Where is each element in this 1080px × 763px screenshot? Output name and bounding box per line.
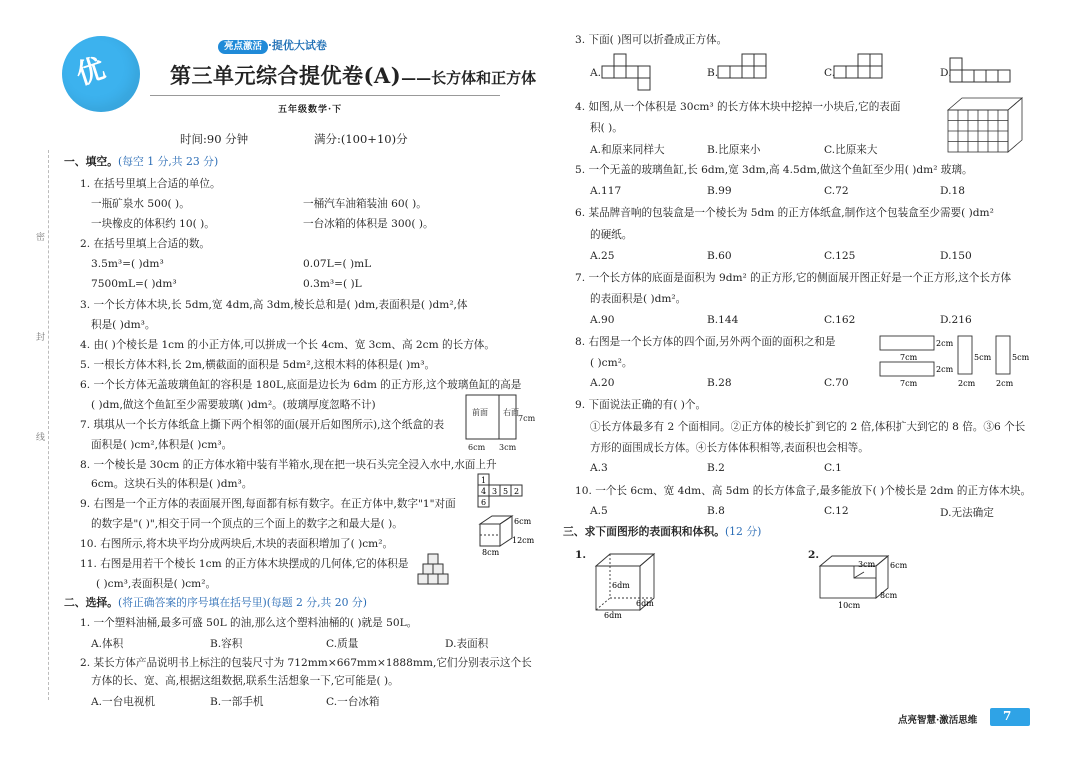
q9-digit: 2	[514, 487, 520, 496]
s1-q1d: 一台冰箱的体积是 300( )。	[303, 218, 434, 230]
q9-digit: 4	[481, 487, 487, 496]
s2-q9: 9. 下面说法正确的有( )个。	[575, 399, 707, 411]
s2-q9b: 方形的面围成长方体。④长方体体积相等,表面积也会相等。	[590, 442, 869, 454]
s1-q8b: 6cm。这块石头的体积是( )dm³。	[91, 478, 253, 490]
s2-q5-opt-b: B.99	[707, 185, 732, 197]
s2-q10-opt-b: B.8	[707, 505, 725, 517]
q9-figure	[476, 472, 536, 514]
s2-q2-opt-b: B.一部手机	[210, 696, 264, 708]
s2-q6-opt-b: B.60	[707, 250, 732, 262]
s1-q6b: ( )dm,做这个鱼缸至少需要玻璃( )dm²。(玻璃厚度忽略不计)	[91, 399, 376, 411]
s2-q5-opt-c: C.72	[824, 185, 849, 197]
s2-q10-opt-d: D.无法确定	[940, 507, 994, 519]
q8-label: 5cm	[974, 353, 992, 362]
side-label-mi: 密	[36, 233, 46, 243]
s3-fig1-label: 6dm	[612, 581, 630, 590]
section1-heading: 一、填空。(每空 1 分,共 23 分)	[64, 155, 219, 168]
s2-q1-opt-c: C.质量	[326, 638, 359, 650]
s2-q8-opt-c: C.70	[824, 377, 849, 389]
binding-line	[48, 150, 49, 700]
s1-q1c: 一块橡皮的体积约 10( )。	[91, 218, 215, 230]
q9-digit: 6	[481, 498, 487, 507]
s2-q9-opt-b: B.2	[707, 462, 725, 474]
q3-net-b	[718, 54, 782, 94]
s2-q2b: 方体的长、宽、高,根据这组数据,联系生活想象一下,它可能是( )。	[91, 675, 399, 687]
s1-q1a: 一瓶矿泉水 500( )。	[91, 198, 190, 210]
time-label: 时间:90 分钟	[180, 132, 249, 146]
side-label-feng: 封	[36, 333, 46, 343]
s1-q2a: 3.5m³=( )dm³	[91, 258, 164, 270]
s2-q3: 3. 下面( )图可以折叠成正方体。	[575, 34, 728, 46]
s2-q8a: 8. 右图是一个长方体的四个面,另外两个面的面积之和是	[575, 336, 836, 348]
q7-front-face	[466, 395, 499, 439]
s1-q10: 10. 右图所示,将木块平均分成两块后,木块的表面积增加了( )cm²。	[80, 538, 394, 550]
q8-face	[996, 336, 1010, 374]
s2-q9a: ①长方体最多有 2 个面相同。②正方体的棱长扩到它的 2 倍,体积扩大到它的 8 倍。③6 个长	[590, 421, 1026, 433]
q7-label-right: 右面	[503, 408, 519, 417]
s3-fig2-label: 6cm	[890, 561, 908, 570]
q8-figure	[878, 334, 1028, 394]
q7-figure	[464, 393, 536, 455]
s1-q1: 1. 在括号里填上合适的单位。	[80, 178, 221, 190]
q8-label: 2cm	[958, 379, 976, 388]
title-main: 第三单元综合提优卷(A)	[170, 63, 402, 88]
s1-q3b: 积是( )dm³。	[91, 319, 156, 331]
s2-q6a: 6. 某品牌音响的包装盒是一个棱长为 5dm 的正方体纸盒,制作这个包装盒至少需要( )dm²	[575, 207, 994, 219]
q8-label: 7cm	[900, 353, 918, 362]
s2-q6-opt-a: A.25	[590, 250, 615, 262]
s1-q11b: ( )cm³,表面积是( )cm²。	[96, 578, 217, 590]
q8-face	[958, 336, 972, 374]
s1-q2c: 7500mL=( )dm³	[91, 278, 177, 290]
s2-q4-opt-c: C.比原来大	[824, 144, 878, 156]
q9-digit: 5	[503, 487, 509, 496]
page-number: 7	[1003, 709, 1012, 723]
s2-q5-opt-d: D.18	[940, 185, 965, 197]
page-title	[170, 60, 536, 90]
q8-label: 2cm	[996, 379, 1014, 388]
s2-q6b: 的硬纸。	[590, 229, 633, 241]
s3-fig1-label: 6dm	[604, 611, 622, 620]
q3-net-d	[950, 54, 1020, 94]
q7-label-depth: 3cm	[499, 443, 517, 452]
s2-q5-opt-a: A.117	[590, 185, 622, 197]
footer-slogan: 点亮智慧·激活思维	[898, 715, 978, 726]
q10-label-length: 12cm	[512, 536, 535, 545]
section2-heading: 二、选择。(将正确答案的序号填在括号里)(每题 2 分,共 20 分)	[64, 596, 367, 609]
s2-q8b: ( )cm²。	[590, 357, 633, 369]
header-banner	[218, 37, 368, 52]
s1-q2: 2. 在括号里填上合适的数。	[80, 238, 211, 250]
s2-q7-opt-c: C.162	[824, 314, 856, 326]
q9-digit: 3	[492, 487, 498, 496]
s2-q7b: 的表面积是( )dm²。	[590, 293, 687, 305]
q9-digit: 1	[481, 476, 487, 485]
q11-figure	[414, 548, 464, 590]
s3-fig2-num: 2.	[808, 549, 820, 561]
s3-fig2-label: 3cm	[858, 560, 876, 569]
s2-q4-opt-b: B.比原来小	[707, 144, 761, 156]
s1-q7b: 面积是( )cm²,体积是( )cm³。	[91, 439, 233, 451]
s1-q6a: 6. 一个长方体无盖玻璃鱼缸的容积是 180L,底面是边长为 6dm 的正方形,这个玻璃鱼缸的高是	[80, 379, 522, 391]
s2-q7a: 7. 一个长方体的底面是面积为 9dm² 的正方形,它的侧面展开图正好是一个正方形,这个长方体	[575, 272, 1012, 284]
s2-q7-opt-b: B.144	[707, 314, 739, 326]
s2-q10-opt-a: A.5	[590, 505, 608, 517]
s2-q7-opt-a: A.90	[590, 314, 615, 326]
s1-q5: 5. 一根长方体木料,长 2m,横截面的面积是 5dm²,这根木料的体积是( )m³。	[80, 359, 436, 371]
s2-q1-opt-b: B.容积	[210, 638, 243, 650]
s2-q3-opt-a: A.	[590, 67, 602, 79]
banner-right: ·提优大试卷	[268, 39, 327, 52]
s1-q7a: 7. 琪琪从一个长方体纸盒上撕下两个相邻的面(展开后如图所示),这个纸盒的表	[80, 419, 445, 431]
s1-q4: 4. 由( )个棱长是 1cm 的小正方体,可以拼成一个长 4cm、宽 3cm、高 2cm 的长方体。	[80, 339, 495, 351]
s3-fig1-label: 6dm	[636, 599, 654, 608]
q8-label: 2cm	[936, 365, 954, 374]
s3-fig2-label: 8cm	[880, 591, 898, 600]
q10-figure	[478, 510, 538, 557]
s2-q1-opt-a: A.体积	[91, 638, 124, 650]
q8-label: 5cm	[1012, 353, 1030, 362]
s1-q2d: 0.3m³=( )L	[303, 278, 362, 290]
s2-q9-opt-a: A.3	[590, 462, 608, 474]
q7-label-front: 前面	[472, 408, 488, 417]
s1-q1b: 一桶汽车油箱装油 60( )。	[303, 198, 427, 210]
s2-q2-opt-a: A.一台电视机	[91, 696, 155, 708]
q4-figure	[946, 96, 1024, 156]
q3-net-c	[834, 54, 898, 94]
s3-cube-figure	[592, 552, 672, 620]
grade-label: 五年级数学·下	[278, 105, 343, 115]
s2-q8-opt-b: B.28	[707, 377, 732, 389]
s2-q4-opt-a: A.和原来同样大	[590, 144, 665, 156]
s2-q10-opt-c: C.12	[824, 505, 849, 517]
s3-box-figure	[816, 552, 926, 614]
s2-q1: 1. 一个塑料油桶,最多可盛 50L 的油,那么这个塑料油桶的( )就是 50L。	[80, 617, 418, 629]
s2-q2-opt-c: C.一台冰箱	[326, 696, 380, 708]
q7-label-height: 7cm	[518, 414, 536, 423]
s2-q6-opt-c: C.125	[824, 250, 856, 262]
title-sub: ——长方体和正方体	[401, 69, 537, 87]
side-label-xian: 线	[36, 433, 46, 443]
q7-right-face	[499, 395, 516, 439]
s1-q2b: 0.07L=( )mL	[303, 258, 372, 270]
q7-label-width: 6cm	[468, 443, 486, 452]
s3-fig2-label: 10cm	[838, 601, 861, 610]
s2-q3-opt-d: D.	[940, 67, 952, 79]
s2-q4a: 4. 如图,从一个体积是 30cm³ 的长方体木块中挖掉一小块后,它的表面	[575, 101, 901, 113]
banner-left: 亮点激活	[218, 40, 268, 54]
s2-q2a: 2. 某长方体产品说明书上标注的包装尺寸为 712mm×667mm×1888mm,它们分别表示这个长	[80, 657, 532, 669]
q10-label-height: 6cm	[514, 517, 532, 526]
s2-q9-opt-c: C.1	[824, 462, 842, 474]
section3-heading: 三、求下面图形的表面积和体积。(12 分)	[563, 525, 762, 538]
q10-label-width: 8cm	[482, 548, 500, 557]
s2-q6-opt-d: D.150	[940, 250, 972, 262]
s2-q5: 5. 一个无盖的玻璃鱼缸,长 6dm,宽 3dm,高 4.5dm,做这个鱼缸至少用( )dm² 玻璃。	[575, 164, 973, 176]
s1-q8a: 8. 一个棱长是 30cm 的正方体水箱中装有半箱水,现在把一块石头完全浸入水中,水面上升	[80, 459, 497, 471]
q3-net-a	[602, 54, 666, 94]
title-underline	[150, 95, 500, 96]
s2-q1-opt-d: D.表面积	[445, 638, 489, 650]
s2-q3-opt-c: C.	[824, 67, 836, 79]
q8-face	[880, 362, 934, 376]
s1-q11a: 11. 右图是用若干个棱长 1cm 的正方体木块摆成的几何体,它的体积是	[80, 558, 409, 570]
s2-q4b: 积( )。	[590, 122, 623, 134]
s2-q3-opt-b: B.	[707, 67, 719, 79]
s3-fig1-num: 1.	[575, 549, 587, 561]
s1-q9b: 的数字是"( )",相交于同一个顶点的三个面上的数字之和最大是( )。	[91, 518, 403, 530]
s2-q8-opt-a: A.20	[590, 377, 615, 389]
s1-q9a: 9. 右图是一个正方体的表面展开图,每面都有标有数字。在正方体中,数字"1"对面	[80, 498, 456, 510]
badge-text: 优	[72, 51, 109, 92]
q8-label: 2cm	[936, 339, 954, 348]
s1-q3a: 3. 一个长方体木块,长 5dm,宽 4dm,高 3dm,棱长总和是( )dm,表面积是( )dm²,体	[80, 299, 468, 311]
s2-q10: 10. 一个长 6cm、宽 4dm、高 5dm 的长方体盒子,最多能放下( )个棱长是 2dm 的正方体木块。	[575, 485, 1032, 497]
s2-q7-opt-d: D.216	[940, 314, 972, 326]
score-label: 满分:(100+10)分	[314, 132, 408, 146]
q8-label: 7cm	[900, 379, 918, 388]
q8-face	[880, 336, 934, 350]
